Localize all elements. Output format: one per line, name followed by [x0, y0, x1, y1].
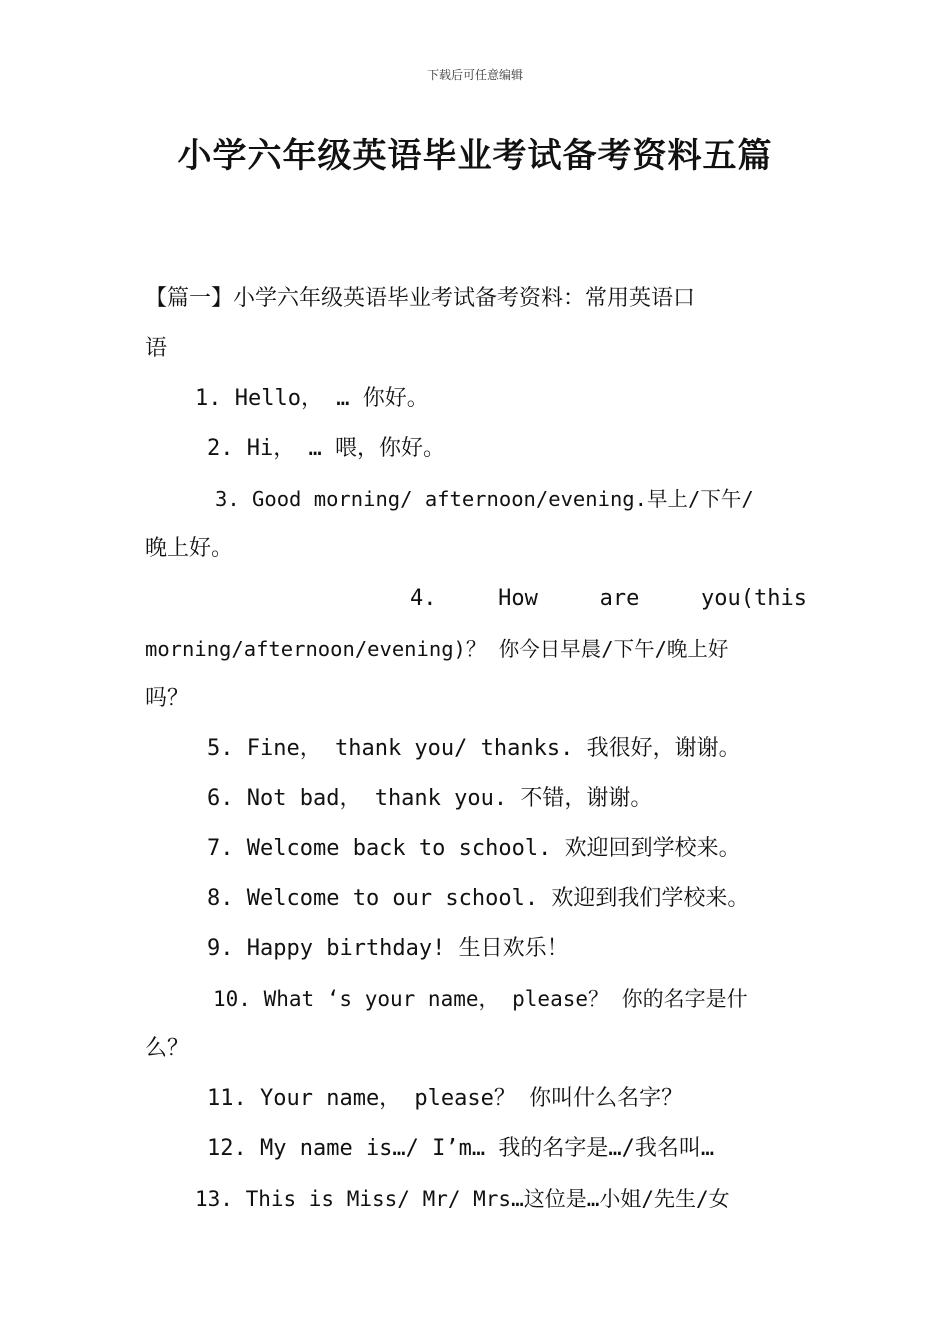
phrase-line-3a: 3. Good morning/ afternoon/evening.早上/下午/: [215, 487, 754, 511]
phrase-line-4c: 吗？: [145, 686, 190, 711]
phrase-line-8: 8. Welcome to our school. 欢迎到我们学校来。: [207, 886, 750, 911]
phrase-line-4a-word-3: are: [599, 586, 640, 611]
phrase-line-11: 11. Your name， please？ 你叫什么名字？: [207, 1086, 684, 1111]
page-title: 小学六年级英语毕业考试备考资料五篇: [177, 136, 773, 176]
phrase-line-4a: [410, 584, 807, 614]
phrase-line-4b: morning/afternoon/evening)？ 你今日早晨/下午/晚上好: [145, 637, 729, 661]
header-note: 下载后可任意编辑: [426, 68, 523, 82]
phrase-line-2: 2. Hi， … 喂，你好。: [207, 436, 445, 461]
phrase-line-6: 6. Not bad， thank you. 不错，谢谢。: [207, 786, 653, 811]
phrase-line-1: 1. Hello， … 你好。: [195, 386, 429, 411]
section-heading-line-2: 语: [145, 336, 168, 361]
phrase-line-5: 5. Fine， thank you/ thanks. 我很好，谢谢。: [207, 736, 741, 761]
phrase-line-4a-word-2: How: [498, 586, 538, 611]
phrase-line-12: 12. My name is…/ I’m… 我的名字是…/我名叫…: [207, 1136, 715, 1161]
phrase-line-13: 13. This is Miss/ Mr/ Mrs…这位是…小姐/先生/女: [195, 1187, 730, 1211]
phrase-line-7: 7. Welcome back to school. 欢迎回到学校来。: [207, 836, 741, 861]
phrase-line-10a: 10. What ‘s your name， please？ 你的名字是什: [213, 987, 748, 1011]
phrase-line-10b: 么？: [145, 1036, 190, 1061]
section-heading-line-1: 【篇一】小学六年级英语毕业考试备考资料：常用英语口: [145, 286, 696, 311]
phrase-line-9: 9. Happy birthday! 生日欢乐！: [207, 936, 569, 961]
phrase-line-4a-word-4: you(this: [701, 586, 807, 611]
phrase-line-4a-word-1: 4.: [410, 586, 437, 611]
phrase-line-3b: 晚上好。: [145, 536, 234, 561]
